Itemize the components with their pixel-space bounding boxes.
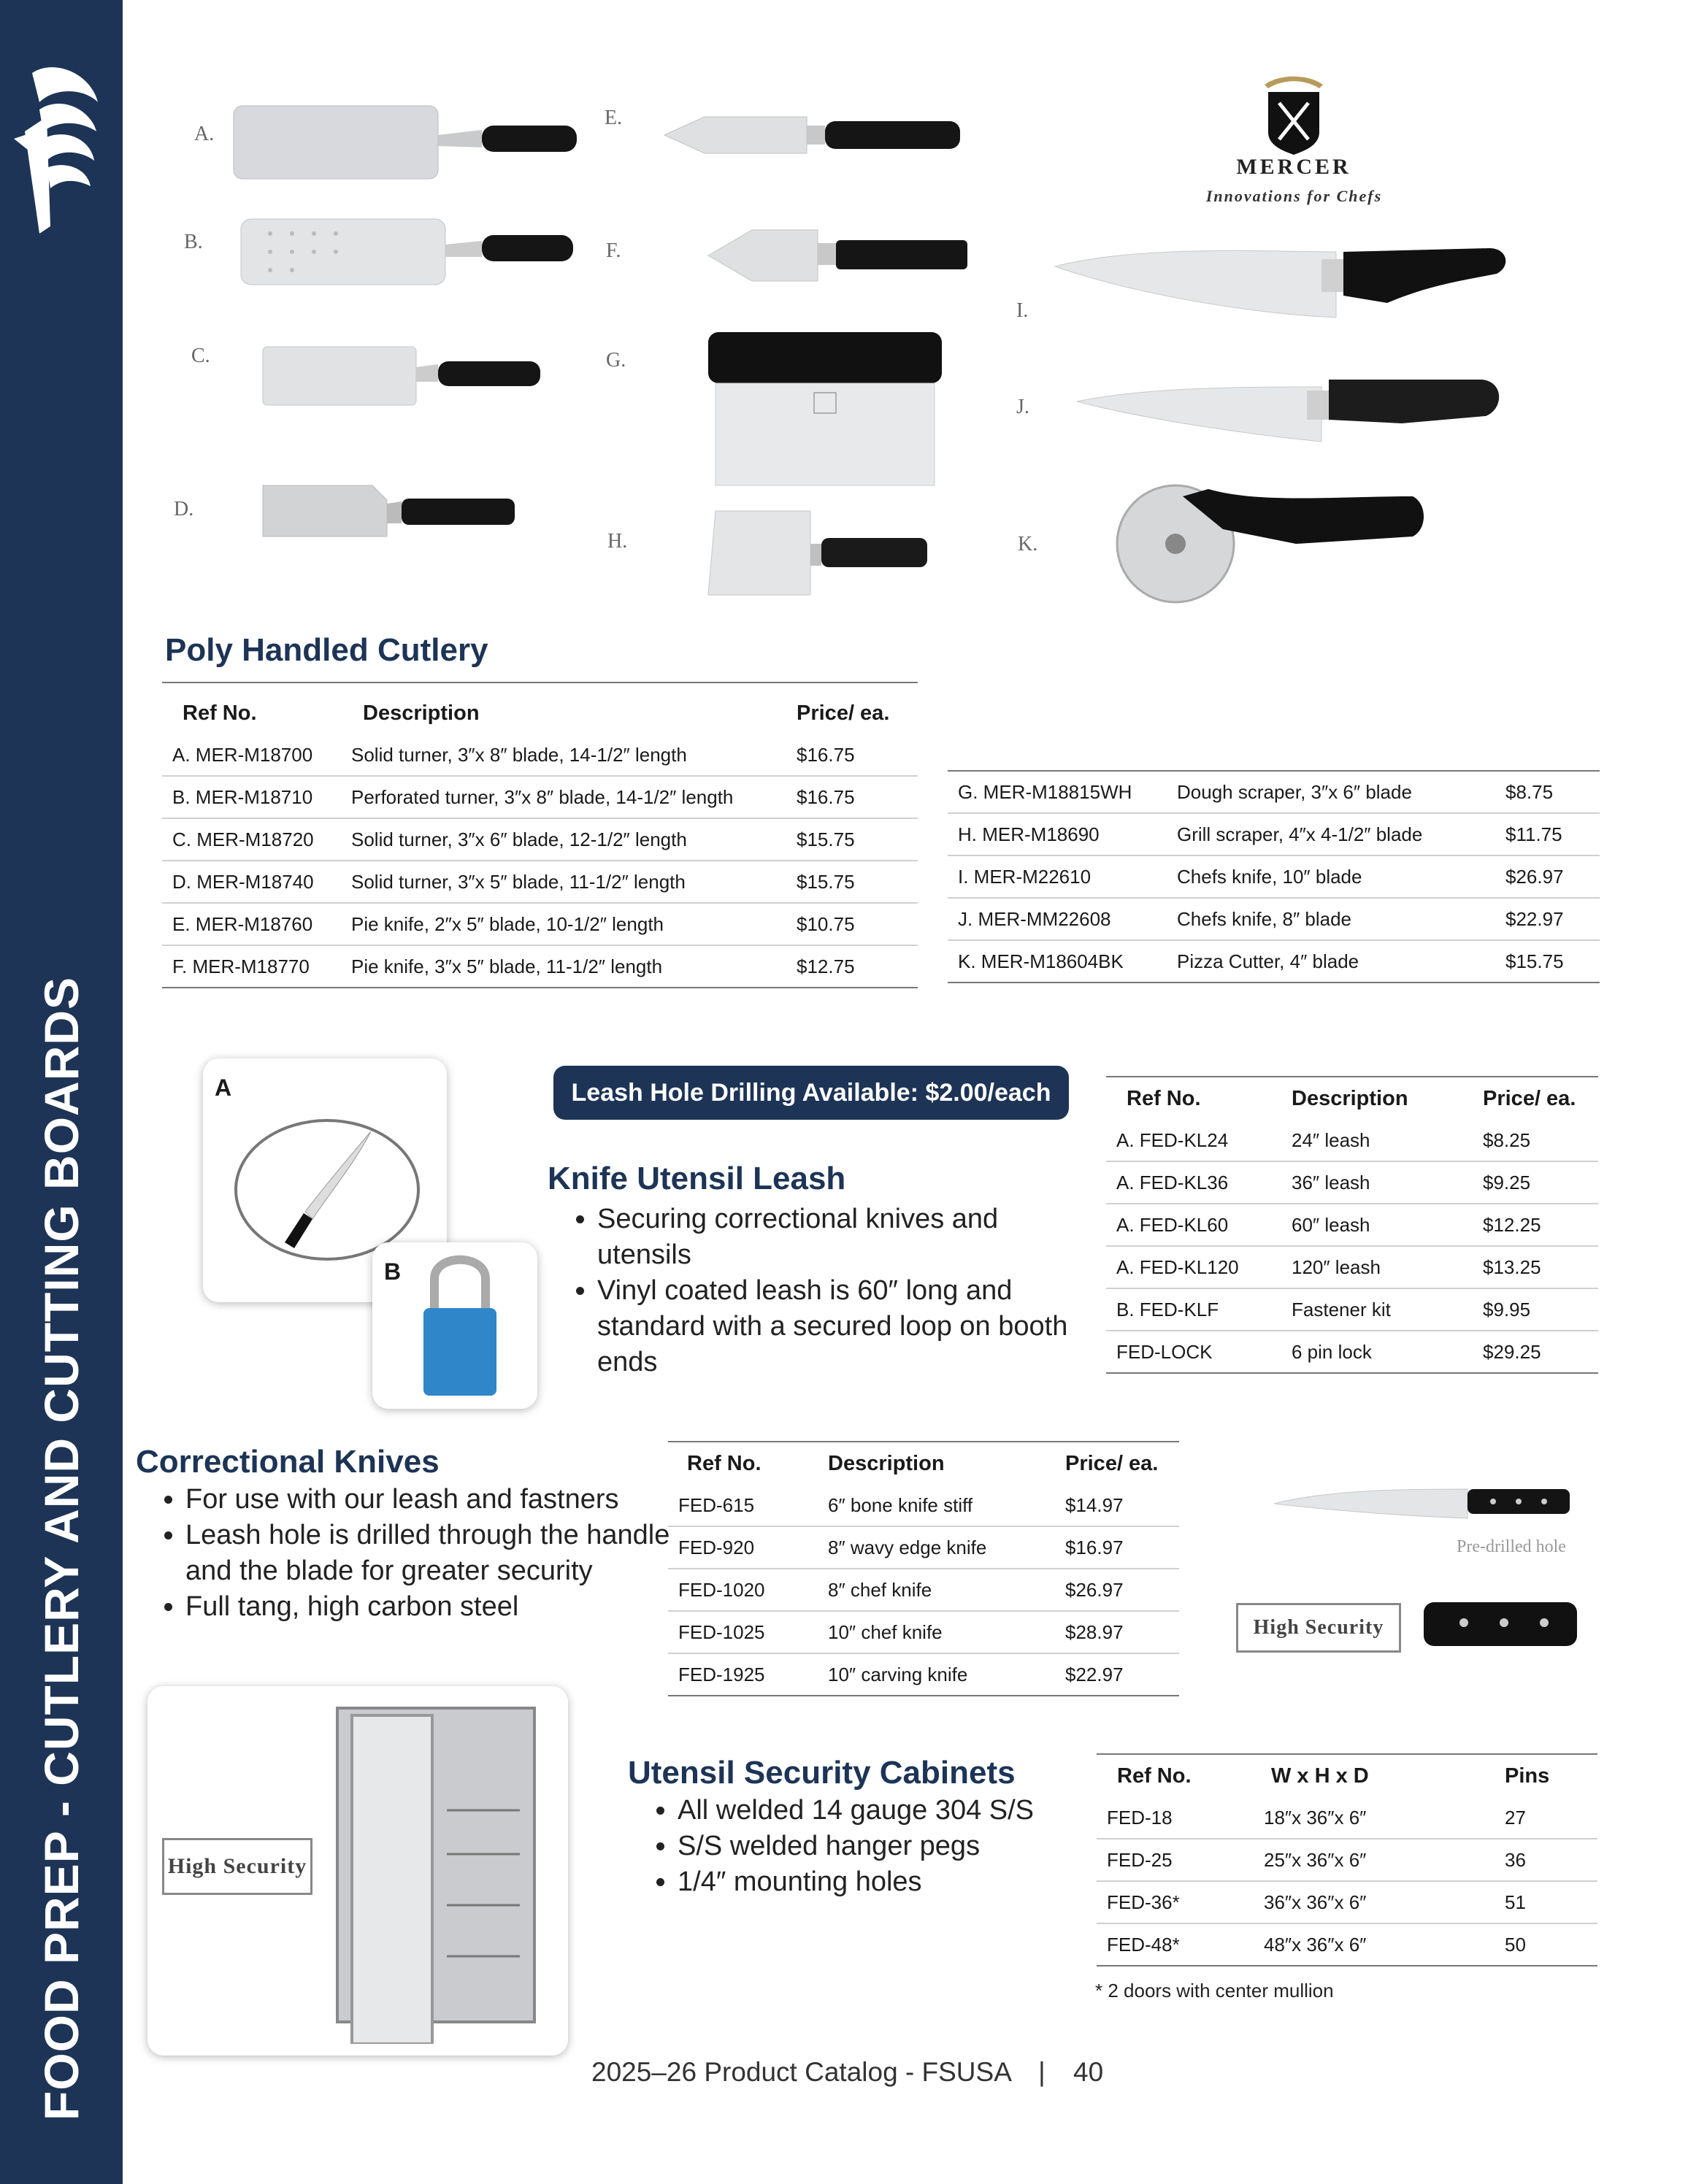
cell-description: Solid turner, 3″x 5″ blade, 11-1/2″ length bbox=[341, 861, 786, 903]
padlock-image bbox=[416, 1250, 504, 1403]
cabinets-section-title: Utensil Security Cabinets bbox=[628, 1755, 1016, 1791]
poly-title-rule bbox=[162, 682, 918, 683]
cell-ref: G. MER-M18815WH bbox=[948, 771, 1167, 813]
cell-value: $12.25 bbox=[1473, 1204, 1598, 1246]
cabinets-bullet: • 1/4″ mounting holes bbox=[678, 1864, 1145, 1900]
footer-catalog: 2025–26 Product Catalog - FSUSA bbox=[591, 2057, 1010, 2087]
table-row bbox=[668, 1485, 1179, 1526]
table-row bbox=[162, 945, 918, 988]
cell-description: 6″ bone knife stiff bbox=[818, 1485, 1055, 1526]
col-pins: Pins bbox=[1505, 1764, 1550, 1788]
correctional-knife-image bbox=[1270, 1471, 1570, 1529]
pizza-cutter-image bbox=[1113, 474, 1435, 620]
col-dimensions: W x H x D bbox=[1271, 1764, 1369, 1788]
table-row bbox=[162, 903, 918, 945]
cell-description: Grill scraper, 4″x 4-1/2″ blade bbox=[1167, 813, 1495, 855]
col-price: Price/ ea. bbox=[797, 701, 890, 725]
cell-description: 10″ carving knife bbox=[818, 1653, 1055, 1696]
card-b-label: B bbox=[384, 1258, 402, 1285]
perforated-turner-image bbox=[234, 212, 584, 292]
cell-value: $15.75 bbox=[1495, 940, 1600, 983]
col-price: Price/ ea. bbox=[1065, 1451, 1159, 1475]
cell-description: 8″ chef knife bbox=[818, 1569, 1055, 1611]
correctional-bullet: • For use with our leash and fastners bbox=[185, 1482, 682, 1518]
cell-value: $14.97 bbox=[1055, 1485, 1179, 1526]
table-row bbox=[1097, 1881, 1597, 1923]
label-d: D. bbox=[174, 498, 194, 520]
knife-handle-closeup-image bbox=[1420, 1595, 1581, 1653]
cell-ref: FED-1925 bbox=[668, 1653, 818, 1696]
cabinets-note: * 2 doors with center mullion bbox=[1095, 1980, 1334, 2002]
cell-description: 18″x 36″x 6″ bbox=[1254, 1797, 1495, 1839]
table-row bbox=[948, 855, 1600, 898]
footer-separator: | bbox=[1038, 2057, 1046, 2087]
table-header bbox=[1097, 1754, 1597, 1797]
table-header bbox=[162, 692, 918, 734]
col-description: Description bbox=[1292, 1086, 1408, 1110]
table-row bbox=[1106, 1204, 1598, 1246]
cell-description: Pie knife, 2″x 5″ blade, 10-1/2″ length bbox=[341, 903, 786, 945]
cell-description: Perforated turner, 3″x 8″ blade, 14-1/2″ length bbox=[341, 776, 786, 818]
cabinets-table bbox=[1097, 1753, 1597, 1966]
security-cabinet-image bbox=[330, 1701, 542, 2044]
table-row bbox=[948, 771, 1600, 813]
dough-scraper-image bbox=[705, 328, 945, 489]
poly-table-right bbox=[948, 770, 1600, 983]
sidebar-title: FOOD PREP - CUTLERY AND CUTTING BOARDS bbox=[34, 976, 88, 2120]
table-row bbox=[948, 813, 1600, 855]
cell-ref: C. MER-M18720 bbox=[162, 818, 341, 861]
col-description: Description bbox=[828, 1451, 945, 1475]
cell-ref: FED-18 bbox=[1097, 1797, 1254, 1839]
leash-card-b bbox=[372, 1242, 537, 1409]
cell-value: $11.75 bbox=[1495, 813, 1600, 855]
col-ref: Ref No. bbox=[1117, 1764, 1192, 1788]
pre-drilled-caption: Pre-drilled hole bbox=[1457, 1537, 1566, 1556]
table-row bbox=[1106, 1331, 1598, 1373]
cell-ref: A. FED-KL120 bbox=[1106, 1246, 1281, 1288]
cell-ref: E. MER-M18760 bbox=[162, 903, 341, 945]
poly-section-title: Poly Handled Cutlery bbox=[165, 632, 488, 668]
table-row bbox=[948, 940, 1600, 983]
label-c: C. bbox=[191, 345, 210, 367]
cell-value: $16.97 bbox=[1055, 1526, 1179, 1569]
grill-scraper-image bbox=[701, 507, 935, 602]
label-b: B. bbox=[184, 231, 203, 253]
cell-value: $10.75 bbox=[786, 903, 918, 945]
table-row bbox=[1097, 1923, 1597, 1966]
leash-drilling-badge: Leash Hole Drilling Available: $2.00/each bbox=[553, 1066, 1069, 1120]
cell-description: Dough scraper, 3″x 6″ blade bbox=[1167, 771, 1495, 813]
cell-description: 120″ leash bbox=[1281, 1246, 1473, 1288]
pie-knife-image bbox=[661, 109, 967, 161]
page-footer bbox=[591, 2057, 1103, 2088]
cell-ref: FED-615 bbox=[668, 1485, 818, 1526]
card-a-label: A bbox=[215, 1074, 232, 1101]
table-row bbox=[668, 1653, 1179, 1696]
table-row bbox=[162, 861, 918, 903]
cell-value: $22.97 bbox=[1055, 1653, 1179, 1696]
chefs-knife-10-image bbox=[1051, 237, 1511, 325]
leash-section-title: Knife Utensil Leash bbox=[548, 1161, 846, 1196]
table-row bbox=[162, 734, 918, 776]
correctional-bullet: • Full tang, high carbon steel bbox=[185, 1589, 682, 1625]
cell-description: 8″ wavy edge knife bbox=[818, 1526, 1055, 1569]
cell-ref: A. FED-KL60 bbox=[1106, 1204, 1281, 1246]
cell-ref: FED-48* bbox=[1097, 1923, 1254, 1966]
cell-description: 6 pin lock bbox=[1281, 1331, 1473, 1373]
table-header bbox=[668, 1442, 1179, 1485]
solid-turner-image bbox=[219, 95, 584, 182]
high-security-badge: High Security bbox=[1236, 1603, 1401, 1653]
chefs-knife-8-image bbox=[1073, 369, 1511, 449]
cell-value: 27 bbox=[1495, 1797, 1597, 1839]
correctional-table bbox=[668, 1441, 1179, 1696]
label-a: A. bbox=[194, 123, 215, 145]
cell-value: $9.95 bbox=[1473, 1288, 1598, 1331]
table-row bbox=[1106, 1246, 1598, 1288]
cell-ref: B. MER-M18710 bbox=[162, 776, 341, 818]
cell-description: Pizza Cutter, 4″ blade bbox=[1167, 940, 1495, 983]
cell-description: 36″x 36″x 6″ bbox=[1254, 1881, 1495, 1923]
cabinet-card bbox=[147, 1686, 568, 2056]
cell-ref: K. MER-M18604BK bbox=[948, 940, 1167, 983]
cell-value: $26.97 bbox=[1495, 855, 1600, 898]
table-row bbox=[1106, 1120, 1598, 1161]
table-header bbox=[1106, 1077, 1598, 1120]
cell-description: Fastener kit bbox=[1281, 1288, 1473, 1331]
label-j: J. bbox=[1016, 396, 1029, 418]
col-price: Price/ ea. bbox=[1483, 1086, 1576, 1110]
leash-bullet: • Vinyl coated leash is 60″ long and standard with a secured loop on booth ends bbox=[597, 1273, 1094, 1380]
cell-description: Pie knife, 3″x 5″ blade, 11-1/2″ length bbox=[341, 945, 786, 988]
cell-ref: FED-920 bbox=[668, 1526, 818, 1569]
cell-description: 25″x 36″x 6″ bbox=[1254, 1839, 1495, 1881]
label-k: K. bbox=[1018, 533, 1038, 555]
cell-value: $9.25 bbox=[1473, 1161, 1598, 1204]
col-ref: Ref No. bbox=[1127, 1086, 1201, 1110]
table-row bbox=[1097, 1797, 1597, 1839]
cell-ref: D. MER-M18740 bbox=[162, 861, 341, 903]
sidebar bbox=[0, 0, 123, 2184]
cell-ref: A. MER-M18700 bbox=[162, 734, 341, 776]
cell-ref: A. FED-KL36 bbox=[1106, 1161, 1281, 1204]
cabinets-bullets bbox=[628, 1793, 1145, 1900]
cell-description: Solid turner, 3″x 8″ blade, 14-1/2″ length bbox=[341, 734, 786, 776]
footer-page-number: 40 bbox=[1073, 2057, 1104, 2087]
cell-value: 51 bbox=[1495, 1881, 1597, 1923]
correctional-section-title: Correctional Knives bbox=[136, 1444, 440, 1480]
cell-value: $16.75 bbox=[786, 734, 918, 776]
cell-ref: I. MER-M22610 bbox=[948, 855, 1167, 898]
label-h: H. bbox=[607, 530, 628, 553]
cell-description: 24″ leash bbox=[1281, 1120, 1473, 1161]
cell-ref: B. FED-KLF bbox=[1106, 1288, 1281, 1331]
table-row bbox=[1106, 1161, 1598, 1204]
cell-value: $22.97 bbox=[1495, 898, 1600, 940]
cell-ref: F. MER-M18770 bbox=[162, 945, 341, 988]
cell-value: $26.97 bbox=[1055, 1569, 1179, 1611]
cell-value: 50 bbox=[1495, 1923, 1597, 1966]
label-e: E. bbox=[605, 107, 623, 129]
company-logo bbox=[10, 58, 105, 248]
table-row bbox=[948, 898, 1600, 940]
cell-value: $8.75 bbox=[1495, 771, 1600, 813]
cell-value: 36 bbox=[1495, 1839, 1597, 1881]
cabinets-bullet: • All welded 14 gauge 304 S/S bbox=[678, 1793, 1145, 1829]
cell-description: Chefs knife, 8″ blade bbox=[1167, 898, 1495, 940]
poly-table-left bbox=[162, 692, 918, 988]
cell-description: 48″x 36″x 6″ bbox=[1254, 1923, 1495, 1966]
leash-table bbox=[1106, 1076, 1598, 1374]
cell-description: Solid turner, 3″x 6″ blade, 12-1/2″ length bbox=[341, 818, 786, 861]
mercer-crest-icon bbox=[1257, 70, 1330, 158]
table-row bbox=[162, 818, 918, 861]
col-ref: Ref No. bbox=[183, 701, 257, 725]
label-f: F. bbox=[606, 239, 621, 262]
pie-knife-3in-image bbox=[701, 223, 978, 288]
cell-description: Chefs knife, 10″ blade bbox=[1167, 855, 1495, 898]
correctional-bullet: • Leash hole is drilled through the handle and the blade for greater security bbox=[185, 1518, 682, 1589]
table-row bbox=[1097, 1839, 1597, 1881]
cell-description: 10″ chef knife bbox=[818, 1611, 1055, 1653]
mercer-brand: MERCER bbox=[1236, 155, 1351, 179]
table-row bbox=[162, 776, 918, 818]
leash-bullet: • Securing correctional knives and utensils bbox=[597, 1201, 1094, 1273]
leash-bullets bbox=[548, 1201, 1094, 1380]
cell-ref: J. MER-MM22608 bbox=[948, 898, 1167, 940]
cell-value: $13.25 bbox=[1473, 1246, 1598, 1288]
table-row bbox=[668, 1569, 1179, 1611]
table-row bbox=[668, 1611, 1179, 1653]
cell-ref: FED-36* bbox=[1097, 1881, 1254, 1923]
cell-value: $12.75 bbox=[786, 945, 918, 988]
cell-ref: FED-LOCK bbox=[1106, 1331, 1281, 1373]
cell-value: $28.97 bbox=[1055, 1611, 1179, 1653]
mercer-tagline: Innovations for Chefs bbox=[1205, 187, 1383, 205]
cell-description: 60″ leash bbox=[1281, 1204, 1473, 1246]
correctional-bullets bbox=[136, 1482, 682, 1625]
cell-value: $16.75 bbox=[786, 776, 918, 818]
label-i: I. bbox=[1016, 299, 1029, 322]
cell-value: $29.25 bbox=[1473, 1331, 1598, 1373]
table-row bbox=[1106, 1288, 1598, 1331]
cell-ref: FED-1025 bbox=[668, 1611, 818, 1653]
cell-description: 36″ leash bbox=[1281, 1161, 1473, 1204]
cell-ref: FED-1020 bbox=[668, 1569, 818, 1611]
cabinets-bullet: • S/S welded hanger pegs bbox=[678, 1829, 1145, 1864]
cell-value: $15.75 bbox=[786, 818, 918, 861]
cell-value: $15.75 bbox=[786, 861, 918, 903]
cell-ref: FED-25 bbox=[1097, 1839, 1254, 1881]
cell-value: $8.25 bbox=[1473, 1120, 1598, 1161]
solid-turner-5in-image bbox=[256, 478, 526, 551]
cell-ref: A. FED-KL24 bbox=[1106, 1120, 1281, 1161]
col-ref: Ref No. bbox=[687, 1451, 761, 1475]
high-security-badge: High Security bbox=[162, 1838, 312, 1895]
label-g: G. bbox=[606, 349, 626, 372]
cell-ref: H. MER-M18690 bbox=[948, 813, 1167, 855]
table-row bbox=[668, 1526, 1179, 1569]
solid-turner-6in-image bbox=[256, 339, 548, 412]
col-description: Description bbox=[363, 701, 480, 725]
